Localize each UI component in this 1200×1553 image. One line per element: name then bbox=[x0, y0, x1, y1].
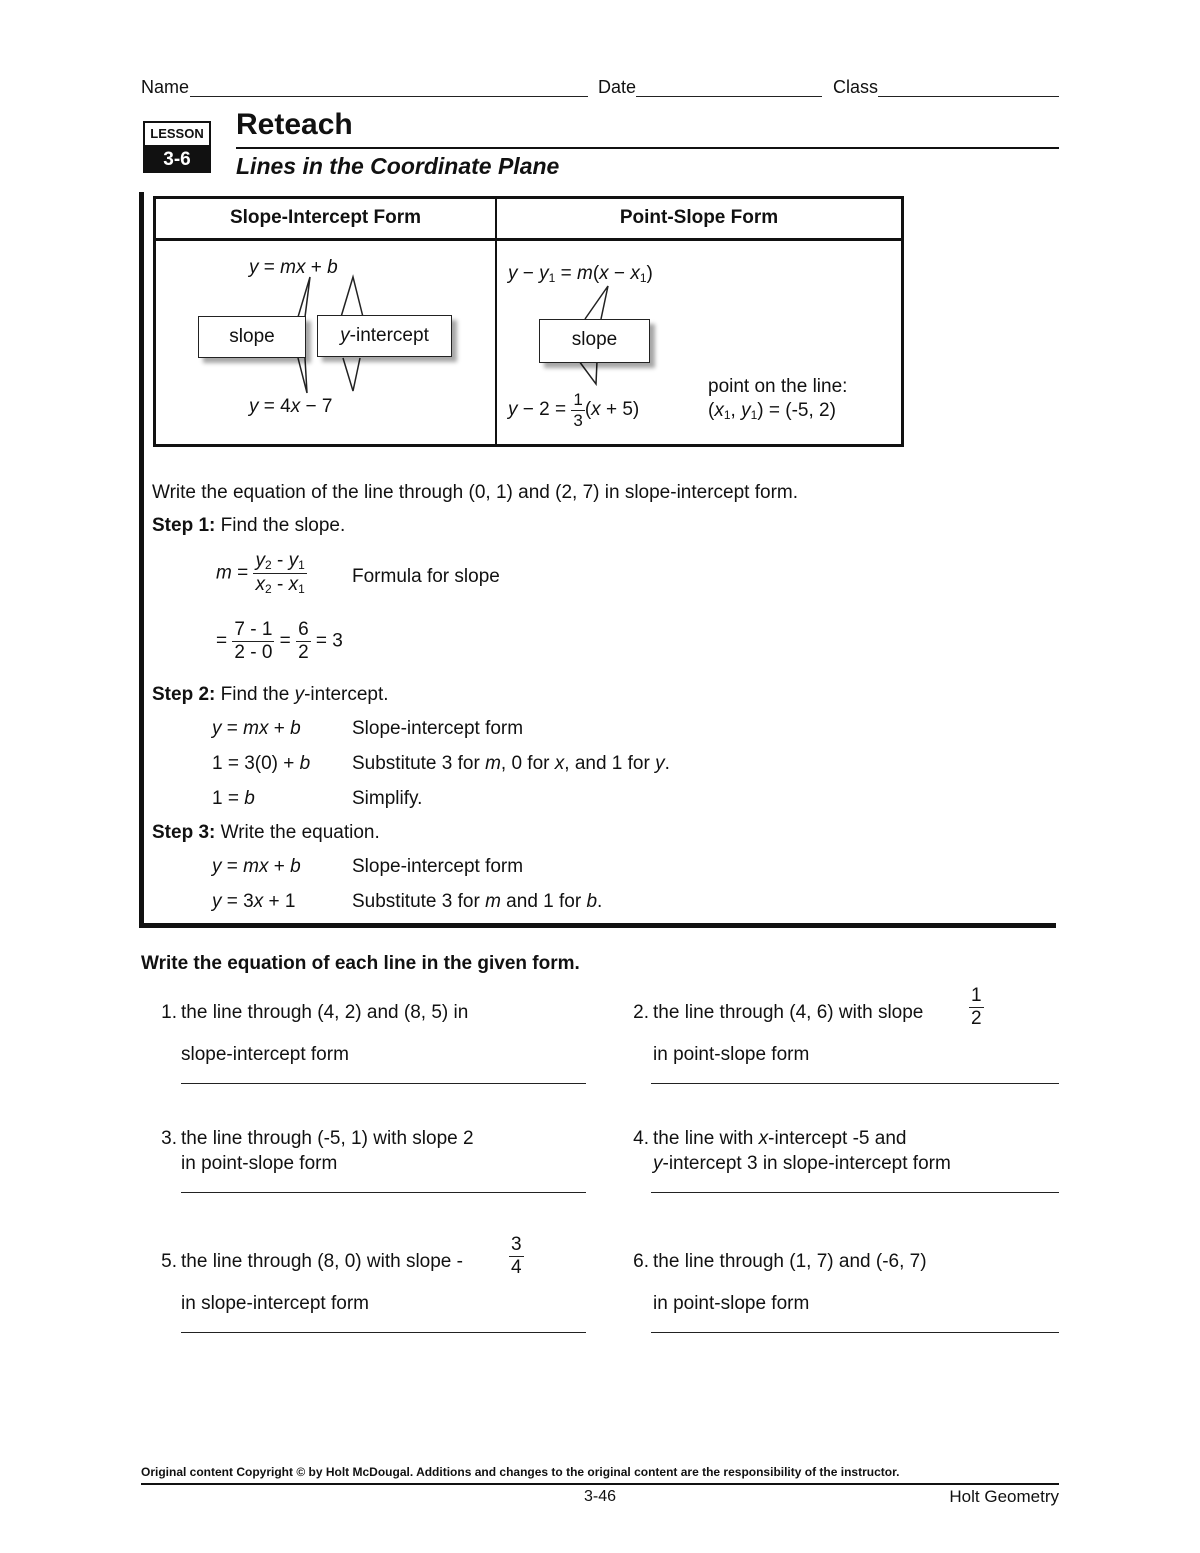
step3: Step 3: Write the equation. bbox=[152, 822, 380, 843]
footer-rule bbox=[141, 1483, 1059, 1485]
example-prompt: Write the equation of the line through (0, 1) and (2, 7) in slope-intercept form. bbox=[152, 482, 798, 503]
page-subtitle: Lines in the Coordinate Plane bbox=[236, 153, 560, 179]
class-label: Class bbox=[833, 77, 879, 97]
answer-line-2[interactable] bbox=[651, 1083, 1059, 1084]
step2-row1-note: Slope-intercept form bbox=[352, 718, 524, 739]
slope-intercept-example-eq: y = 4x − 7 bbox=[249, 396, 333, 417]
point-slope-general-eq: $y - y_1 = m(x - x_1)$ bbox=[508, 263, 653, 285]
footer-copyright: Original content Copyright © by Holt McDougal. Additions and changes to the original content are the responsibility of the instructor. bbox=[141, 1465, 900, 1479]
slope-calculation: = $\frac{7 - 1}{2 - 0}$ = $\frac{6}{2}$ = 3 bbox=[216, 619, 343, 663]
page-title: Reteach bbox=[236, 108, 353, 141]
slope-intercept-general-eq: y = mx + b bbox=[249, 257, 338, 278]
step3-row1-note: Slope-intercept form bbox=[352, 856, 524, 877]
frame-left-bar bbox=[139, 192, 144, 928]
arrow-slope-down bbox=[298, 358, 307, 393]
step3-row1-eq: y = mx + b bbox=[212, 856, 301, 877]
lesson-label: LESSON bbox=[143, 121, 211, 147]
arrow-ps-slope-up bbox=[585, 286, 608, 319]
answer-line-1[interactable] bbox=[181, 1083, 586, 1084]
step3-row2-note: Substitute 3 for m and 1 for b. bbox=[352, 891, 603, 912]
frame-bottom-bar bbox=[139, 923, 1056, 928]
col-header-point-slope: Point-Slope Form bbox=[619, 207, 779, 228]
step2-row2-note: Substitute 3 for m, 0 for x, and 1 for y. bbox=[352, 753, 670, 774]
step2-row1-eq: y = mx + b bbox=[212, 718, 301, 739]
callout-ps-slope: slope bbox=[539, 319, 650, 363]
col-header-slope-intercept: Slope-Intercept Form bbox=[229, 207, 422, 228]
step1: Step 1: Find the slope. bbox=[152, 515, 346, 536]
step2-row3-note: Simplify. bbox=[352, 788, 423, 809]
arrow-intercept-down bbox=[343, 358, 360, 391]
answer-line-3[interactable] bbox=[181, 1192, 586, 1193]
name-blank[interactable] bbox=[190, 96, 588, 97]
step2-row3-eq: 1 = b bbox=[212, 788, 255, 809]
footer-page-number: 3-46 bbox=[583, 1488, 617, 1505]
answer-line-4[interactable] bbox=[651, 1192, 1059, 1193]
arrow-intercept-up bbox=[341, 277, 363, 317]
date-label: Date bbox=[598, 77, 637, 97]
point-on-line-value: ($x_1$, $y_1) = (-5$, 2) bbox=[708, 400, 836, 422]
class-blank[interactable] bbox=[878, 96, 1059, 97]
slope-formula: m = $\frac{y_2 - y_1}{x_2 - x_1}$ bbox=[216, 550, 305, 596]
lesson-badge bbox=[143, 121, 211, 173]
date-blank[interactable] bbox=[636, 96, 822, 97]
point-slope-example-eq: y − 2 = $\frac{1}{3}$ (x + 5) bbox=[508, 390, 640, 430]
exercises-instruction: Write the equation of each line in the given form. bbox=[141, 953, 580, 974]
title-rule bbox=[236, 147, 1059, 149]
arrow-ps-slope-down bbox=[579, 361, 597, 384]
step3-row2-eq: y = 3x + 1 bbox=[212, 891, 296, 912]
name-label: Name bbox=[141, 77, 190, 97]
formula-note: Formula for slope bbox=[352, 566, 500, 587]
lesson-number: 3-6 bbox=[143, 147, 211, 173]
footer-book-title: Holt Geometry bbox=[949, 1487, 1059, 1506]
step2-row2-eq: 1 = 3(0) + b bbox=[212, 753, 311, 774]
callout-y-intercept: y-intercept bbox=[317, 315, 452, 357]
step2: Step 2: Find the y-intercept. bbox=[152, 684, 389, 705]
arrow-slope-up bbox=[298, 277, 310, 317]
answer-line-5[interactable] bbox=[181, 1332, 586, 1333]
answer-line-6[interactable] bbox=[651, 1332, 1059, 1333]
point-on-line-label: point on the line: bbox=[708, 376, 848, 397]
callout-slope: slope bbox=[198, 316, 306, 358]
